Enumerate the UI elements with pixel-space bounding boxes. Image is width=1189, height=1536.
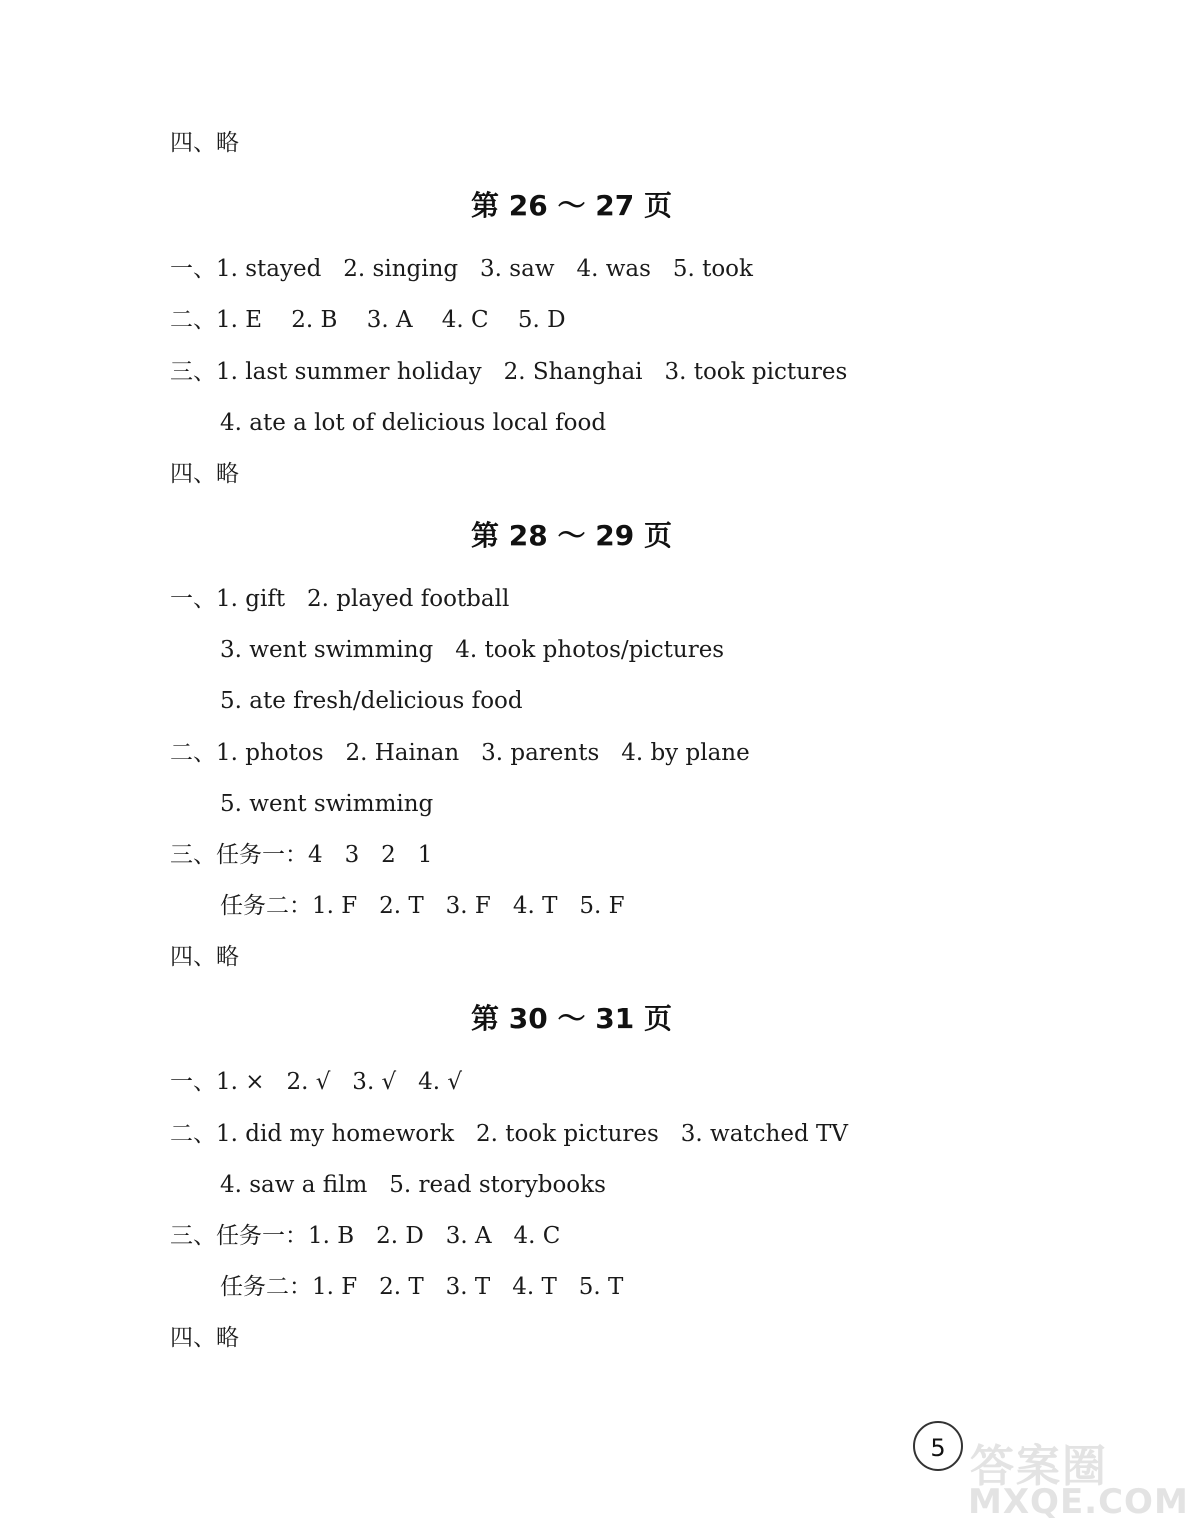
answer-line: 4. saw a film 5. read storybooks	[220, 1172, 606, 1198]
watermark-en: MXQE.COM	[968, 1482, 1189, 1522]
answer-line: 二、1. did my homework 2. took pictures 3. watched TV	[170, 1121, 848, 1147]
answer-line: 三、任务一：1. B 2. D 3. A 4. C	[170, 1223, 561, 1249]
answer-line: 一、1. stayed 2. singing 3. saw 4. was 5. took	[170, 256, 753, 282]
page-number: 5	[913, 1421, 963, 1471]
answer-line: 一、1. × 2. √ 3. √ 4. √	[170, 1069, 463, 1095]
answer-line: 5. ate fresh/delicious food	[220, 688, 523, 714]
watermark	[968, 1430, 1189, 1530]
answer-line: 四、略	[170, 1325, 239, 1351]
answer-line: 一、1. gift 2. played football	[170, 586, 510, 612]
watermark-cn: 答案圈	[970, 1441, 1108, 1492]
answer-line: 3. went swimming 4. took photos/pictures	[220, 637, 725, 663]
section-heading: 第 28 ～ 29 页	[471, 519, 672, 552]
answer-line: 三、1. last summer holiday 2. Shanghai 3. took pictures	[170, 359, 848, 385]
section-heading: 第 30 ～ 31 页	[471, 1002, 672, 1035]
answer-line: 二、1. E 2. B 3. A 4. C 5. D	[170, 307, 566, 333]
answer-line: 四、略	[170, 461, 239, 487]
answer-line: 任务二：1. F 2. T 3. F 4. T 5. F	[220, 893, 625, 919]
answer-line: 四、略	[170, 130, 239, 156]
answer-line: 5. went swimming	[220, 791, 434, 817]
answer-line: 二、1. photos 2. Hainan 3. parents 4. by plane	[170, 740, 750, 766]
answer-line: 四、略	[170, 944, 239, 970]
answer-line: 4. ate a lot of delicious local food	[220, 410, 607, 436]
answer-line: 三、任务一：4 3 2 1	[170, 842, 433, 868]
answer-line: 任务二：1. F 2. T 3. T 4. T 5. T	[220, 1274, 624, 1300]
section-heading: 第 26 ～ 27 页	[471, 189, 672, 222]
